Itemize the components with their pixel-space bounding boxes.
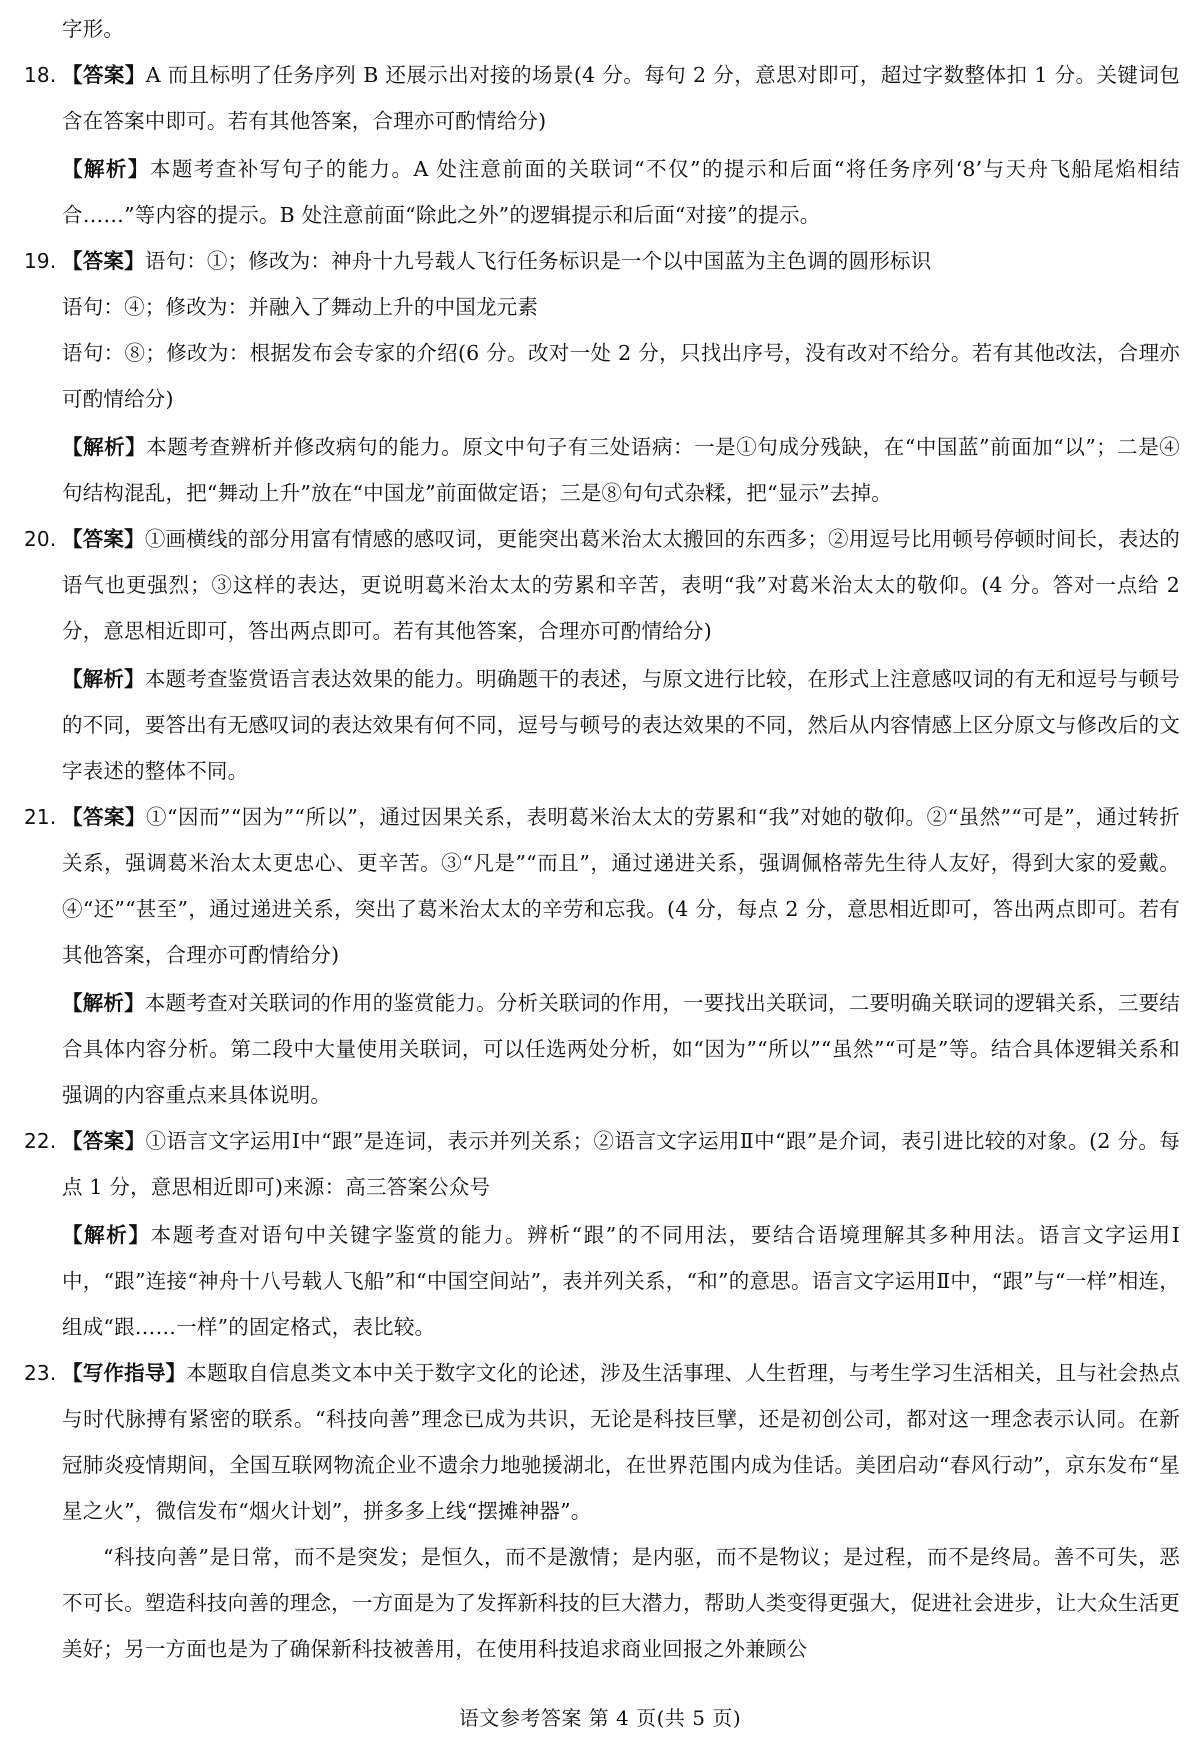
analysis-paragraph	[62, 424, 1180, 516]
question-22	[24, 1118, 1180, 1350]
answer-paragraph	[62, 52, 1180, 144]
analysis-text: 本题考查对关联词的作用的鉴赏能力。分析关联词的作用，一要找出关联词，二要明确关联词的逻辑关系，三要结合具体内容分析。第二段中大量使用关联词，可以任选两处分析，如“因为”“所以”“虽然”“可是”等。结合具体逻辑关系和强调的内容重点来具体说明。	[62, 991, 1180, 1107]
analysis-paragraph	[62, 980, 1180, 1118]
answer-tag: 【答案】	[62, 805, 147, 829]
question-number: 21.	[24, 805, 57, 829]
answer-text: ①画横线的部分用富有情感的感叹词，更能突出葛米治太太搬回的东西多；②用逗号比用顿号停顿时间长，表达的语气也更强烈；③这样的表达，更说明葛米治太太的劳累和辛苦，表明“我”对葛米治太太的敬仰。(4 分。答对一点给 2 分，意思相近即可，答出两点即可。若有其他答案，合理亦可酌情给分)	[62, 527, 1180, 643]
lead-text	[62, 6, 1180, 52]
analysis-tag: 【解析】	[62, 157, 150, 181]
analysis-text: 本题考查补写句子的能力。A 处注意前面的关联词“不仅”的提示和后面“将任务序列‘8’与天舟飞船尾焰相结合……”等内容的提示。B 处注意前面“除此之外”的逻辑提示和后面“对接”的提示。	[62, 157, 1180, 227]
answer-tag: 【答案】	[62, 527, 145, 551]
question-number: 22.	[24, 1129, 57, 1153]
answer-paragraph	[62, 794, 1180, 978]
writing-guide-paragraph	[62, 1350, 1180, 1534]
question-20	[24, 516, 1180, 794]
analysis-text: 本题考查鉴赏语言表达效果的能力。明确题干的表述，与原文进行比较，在形式上注意感叹词的有无和逗号与顿号的不同，要答出有无感叹词的表达效果有何不同，逗号与顿号的表达效果的不同，然后从内容情感上区分原文与修改后的文字表述的整体不同。	[62, 667, 1180, 783]
analysis-text: 本题考查对语句中关键字鉴赏的能力。辨析“跟”的不同用法，要结合语境理解其多种用法。语言文字运用Ⅰ中，“跟”连接“神舟十八号载人飞船”和“中国空间站”，表并列关系，“和”的意思。语言文字运用Ⅱ中，“跟”与“一样”相连，组成“跟……一样”的固定格式，表比较。	[62, 1223, 1180, 1339]
answer-paragraph	[62, 238, 1180, 284]
question-number: 18.	[24, 63, 57, 87]
answer-text: A 而且标明了任务序列 B 还展示出对接的场景(4 分。每句 2 分，意思对即可，超过字数整体扣 1 分。关键词包含在答案中即可。若有其他答案，合理亦可酌情给分)	[62, 63, 1180, 133]
analysis-tag: 【解析】	[62, 435, 147, 459]
writing-guide-text: 本题取自信息类文本中关于数字文化的论述，涉及生活事理、人生哲理，与考生学习生活相关，且与社会热点与时代脉搏有紧密的联系。“科技向善”理念已成为共识，无论是科技巨擘，还是初创公司，都对这一理念表示认同。在新冠肺炎疫情期间，全国互联网物流企业不遗余力地驰援湖北，在世界范围内成为佳话。美团启动“春风行动”，京东发布“星星之火”，微信发布“烟火计划”，拼多多上线“摆摊神器”。	[62, 1361, 1180, 1523]
question-19	[24, 238, 1180, 516]
analysis-tag: 【解析】	[62, 991, 145, 1015]
question-23	[24, 1350, 1180, 1672]
answer-tag: 【答案】	[62, 249, 145, 273]
analysis-paragraph	[62, 1212, 1180, 1350]
answer-text: ①“因而”“因为”“所以”，通过因果关系，表明葛米治太太的劳累和“我”对她的敬仰。②“虽然”“可是”，通过转折关系，强调葛米治太太更忠心、更辛苦。③“凡是”“而且”，通过递进关系，强调佩格蒂先生待人友好，得到大家的爱戴。④“还”“甚至”，通过递进关系，突出了葛米治太太的辛劳和忘我。(4 分，每点 2 分，意思相近即可，答出两点即可。若有其他答案，合理亦可酌情给分)	[62, 805, 1180, 967]
question-number: 19.	[24, 249, 57, 273]
analysis-tag: 【解析】	[62, 667, 145, 691]
answer-tag: 【答案】	[62, 1129, 146, 1153]
writing-guide-tag: 【写作指导】	[62, 1361, 187, 1385]
lead-line: 字形。	[62, 17, 125, 41]
answer-tag: 【答案】	[62, 63, 146, 87]
question-number: 23.	[24, 1361, 57, 1385]
analysis-text: 本题考查辨析并修改病句的能力。原文中句子有三处语病：一是①句成分残缺，在“中国蓝”前面加“以”；二是④句结构混乱，把“舞动上升”放在“中国龙”前面做定语；三是⑧句句式杂糅，把“显示”去掉。	[62, 435, 1180, 505]
page-footer: 语文参考答案 第 4 页(共 5 页)	[458, 1706, 742, 1730]
analysis-paragraph	[62, 146, 1180, 238]
answer-text: ①语言文字运用Ⅰ中“跟”是连词，表示并列关系；②语言文字运用Ⅱ中“跟”是介词，表引进比较的对象。(2 分。每点 1 分，意思相近即可)来源：高三答案公众号	[62, 1129, 1180, 1199]
answer-line-3: 语句：⑧；修改为：根据发布会专家的介绍(6 分。改对一处 2 分，只找出序号，没有改对不给分。若有其他改法，合理亦可酌情给分)	[62, 341, 1180, 411]
question-21	[24, 794, 1180, 1118]
writing-guide-paragraph-2: “科技向善”是日常，而不是突发；是恒久，而不是激情；是内驱，而不是物议；是过程，而不是终局。善不可失，恶不可长。塑造科技向善的理念，一方面是为了发挥新科技的巨大潜力，帮助人类变得更强大，促进社会进步，让大众生活更美好；另一方面也是为了确保新科技被善用，在使用科技追求商业回报之外兼顾公	[62, 1545, 1180, 1661]
question-18	[24, 52, 1180, 238]
analysis-tag: 【解析】	[62, 1223, 151, 1247]
question-number: 20.	[24, 527, 57, 551]
answer-paragraph	[62, 516, 1180, 654]
answer-paragraph	[62, 1118, 1180, 1210]
answer-line-2: 语句：④；修改为：并融入了舞动上升的中国龙元素	[62, 295, 539, 319]
answer-line-1: 语句：①；修改为：神舟十九号载人飞行任务标识是一个以中国蓝为主色调的圆形标识	[144, 249, 932, 273]
analysis-paragraph	[62, 656, 1180, 794]
